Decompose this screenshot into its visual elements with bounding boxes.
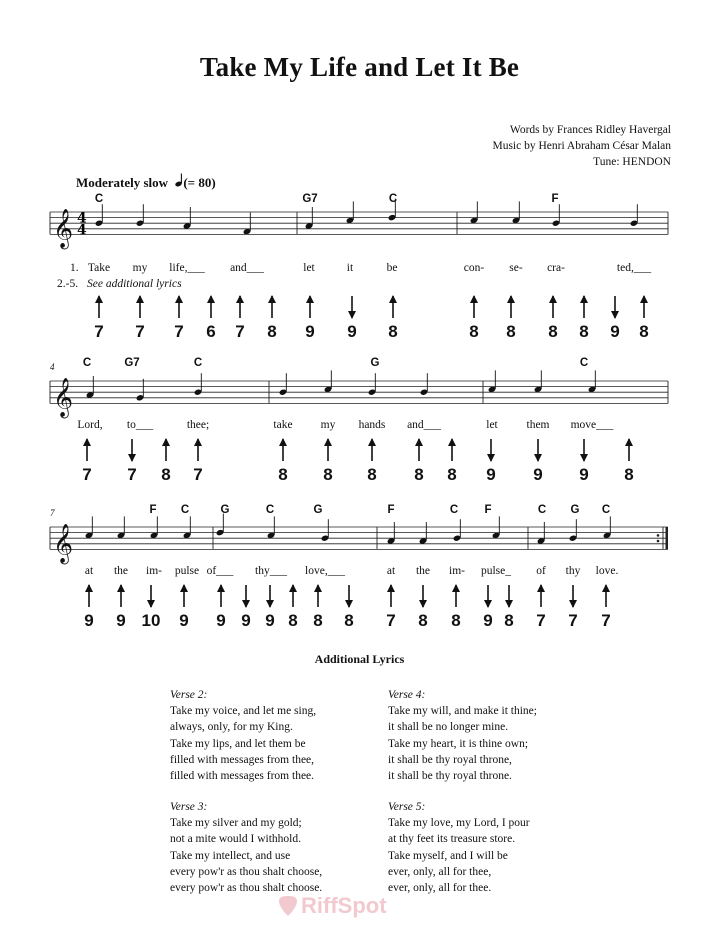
arrow-head-up <box>448 438 456 446</box>
verse-2 <box>170 687 316 784</box>
arrow-head-down <box>147 600 155 608</box>
lyric-syllable: cra- <box>547 262 565 274</box>
hole-number: 8 <box>267 322 277 341</box>
chord-symbol: G7 <box>124 357 140 369</box>
hole-number: 7 <box>601 611 611 630</box>
lyric-syllable: and___ <box>407 419 441 431</box>
hole-number: 8 <box>388 322 398 341</box>
chord-symbol: C <box>193 357 203 369</box>
arrow-head-up <box>470 295 478 303</box>
lyric-syllable: my <box>320 419 336 431</box>
hole-number: 7 <box>536 611 546 630</box>
hole-number: 9 <box>116 611 126 630</box>
hole-number: 10 <box>141 611 161 630</box>
hole-number: 9 <box>241 611 251 630</box>
hole-number: 8 <box>504 611 514 630</box>
arrow-head-up <box>180 584 188 592</box>
arrow-head-up <box>117 584 125 592</box>
lyric-syllable: con- <box>463 262 485 274</box>
chord-symbol: C <box>601 504 611 516</box>
chord-symbol: C <box>94 193 104 205</box>
arrow-head-down <box>487 454 495 462</box>
verse-line: Take myself, and I will be <box>388 849 508 862</box>
hole-number: 7 <box>127 465 137 484</box>
chord-symbol: C <box>449 504 459 516</box>
verse-line: filled with messages from thee. <box>170 770 315 783</box>
arrow-head-up <box>162 438 170 446</box>
lyric-syllable: thee; <box>186 419 210 431</box>
arrow-head-up <box>314 584 322 592</box>
hole-number: 7 <box>386 611 396 630</box>
arrow-head-up <box>289 584 297 592</box>
hole-number: 8 <box>579 322 589 341</box>
verse-line: Take my heart, it is thine own; <box>388 737 529 750</box>
chord-symbol: G7 <box>302 193 318 205</box>
lyric-syllable: them <box>526 419 550 431</box>
chord-symbol: G <box>570 504 580 516</box>
measure-number: 4 <box>50 362 55 372</box>
lyric-syllable: hands <box>358 419 386 431</box>
hole-number: 9 <box>305 322 315 341</box>
hole-number: 9 <box>216 611 226 630</box>
lyric-syllable: life,___ <box>169 262 205 274</box>
chord-symbol: F <box>149 504 157 516</box>
lyric-syllable: of <box>536 565 546 577</box>
page-title: Take My Life and Let It Be <box>199 52 520 82</box>
chord-symbol: G <box>370 357 380 369</box>
lyric-syllable: pulse_ <box>480 565 512 577</box>
hole-number: 8 <box>506 322 516 341</box>
verse-line: ever, only, all for thee. <box>388 882 492 895</box>
hole-number: 8 <box>469 322 479 341</box>
hole-number: 9 <box>179 611 189 630</box>
lyric-syllable: take <box>273 419 293 431</box>
arrow-head-down <box>611 311 619 319</box>
verse-line: filled with messages from thee, <box>170 753 315 766</box>
hole-number: 7 <box>235 322 245 341</box>
verse-line: Take my intellect, and use <box>170 849 291 862</box>
lyric-syllable: at <box>84 565 94 577</box>
verse-line: ever, only, all for thee, <box>388 865 492 878</box>
lyric-syllable: se- <box>509 262 523 274</box>
verse-line: Take my love, my Lord, I pour <box>388 817 530 830</box>
hole-number: 8 <box>414 465 424 484</box>
verse-line: every pow'r as thou shalt choose. <box>170 882 323 895</box>
arrow-head-up <box>83 438 91 446</box>
verse-line: every pow'r as thou shalt choose, <box>170 865 323 878</box>
lyric-syllable: be <box>386 262 398 274</box>
lyric-syllable: move___ <box>570 419 614 431</box>
lyric-syllable: im- <box>449 565 465 577</box>
verse-number: 1. <box>70 262 79 274</box>
arrow-head-down <box>580 454 588 462</box>
logo-text: RiffSpot <box>301 893 387 918</box>
hole-number: 9 <box>533 465 543 484</box>
arrow-head-up <box>175 295 183 303</box>
hole-number: 8 <box>161 465 171 484</box>
hole-number: 9 <box>84 611 94 630</box>
arrow-head-up <box>324 438 332 446</box>
treble-clef-icon: 𝄞 <box>53 208 74 249</box>
hole-number: 9 <box>265 611 275 630</box>
verse-line: it shall be thy royal throne. <box>388 770 512 783</box>
measure-number: 7 <box>50 508 55 518</box>
verse-line: at thy feet its treasure store. <box>388 833 516 846</box>
lyric-syllable: of___ <box>206 565 234 577</box>
hole-number: 9 <box>486 465 496 484</box>
lyric-syllable: at <box>386 565 396 577</box>
chord-symbol: C <box>537 504 547 516</box>
hole-number: 7 <box>174 322 184 341</box>
lyric-syllable: thy___ <box>255 565 287 577</box>
arrow-head-up <box>236 295 244 303</box>
chord-symbol: C <box>82 357 92 369</box>
hole-number: 9 <box>579 465 589 484</box>
verse-number: 2.-5. <box>57 278 79 290</box>
hole-number: 7 <box>193 465 203 484</box>
arrow-head-up <box>452 584 460 592</box>
credit-words: Words by Frances Ridley Havergal <box>509 124 671 136</box>
arrow-head-up <box>507 295 515 303</box>
lyric-syllable: my <box>132 262 148 274</box>
hole-number: 8 <box>447 465 457 484</box>
hole-number: 7 <box>82 465 92 484</box>
chord-symbol: F <box>551 193 559 205</box>
verse-label: Verse 5: <box>388 801 426 813</box>
lyric-syllable: it <box>346 262 354 274</box>
verse-line: always, only, for my King. <box>170 721 293 734</box>
arrow-head-up <box>389 295 397 303</box>
arrow-head-up <box>279 438 287 446</box>
arrow-head-up <box>640 295 648 303</box>
arrow-head-up <box>537 584 545 592</box>
arrow-head-up <box>306 295 314 303</box>
hole-number: 9 <box>483 611 493 630</box>
arrow-head-down <box>505 600 513 608</box>
arrow-head-down <box>484 600 492 608</box>
arrow-head-up <box>95 295 103 303</box>
hole-number: 7 <box>568 611 578 630</box>
arrow-head-down <box>419 600 427 608</box>
verse-line: Take my lips, and let them be <box>170 737 306 750</box>
hole-number: 7 <box>135 322 145 341</box>
chord-symbol: C <box>579 357 589 369</box>
lyric-syllable: Take <box>87 262 111 274</box>
lyric-syllable: let <box>486 419 498 431</box>
hole-number: 8 <box>418 611 428 630</box>
arrow-head-down <box>128 454 136 462</box>
verse-4 <box>388 687 537 784</box>
verse-line: Take my silver and my gold; <box>170 817 302 830</box>
lyric-syllable: the <box>415 565 431 577</box>
arrow-head-up <box>217 584 225 592</box>
hole-number: 8 <box>323 465 333 484</box>
lyric-syllable: the <box>113 565 129 577</box>
lyric-syllable: ted,___ <box>616 262 652 274</box>
credit-tune: Tune: HENDON <box>593 156 671 168</box>
chord-symbol: C <box>388 193 398 205</box>
chord-symbol: G <box>313 504 323 516</box>
hole-number: 6 <box>206 322 216 341</box>
chord-symbol: F <box>484 504 492 516</box>
lyric-syllable: love,___ <box>305 565 345 577</box>
lyric-syllable: love. <box>595 565 619 577</box>
hole-number: 8 <box>451 611 461 630</box>
arrow-head-up <box>368 438 376 446</box>
arrow-head-up <box>268 295 276 303</box>
hole-number: 8 <box>278 465 288 484</box>
lyric-syllable: to___ <box>126 419 154 431</box>
arrow-head-down <box>266 600 274 608</box>
chord-symbol: C <box>265 504 275 516</box>
verse-line: Take my will, and make it thine; <box>388 705 537 718</box>
verse-5 <box>388 799 530 896</box>
hole-number: 8 <box>548 322 558 341</box>
arrow-head-up <box>549 295 557 303</box>
hole-number: 8 <box>367 465 377 484</box>
arrow-head-up <box>387 584 395 592</box>
arrow-head-down <box>348 311 356 319</box>
arrow-head-up <box>602 584 610 592</box>
time-signature-top: 4 <box>77 210 87 227</box>
arrow-head-up <box>194 438 202 446</box>
treble-clef-icon: 𝄞 <box>53 377 74 418</box>
hole-number: 8 <box>288 611 298 630</box>
lyric-syllable: and___ <box>230 262 264 274</box>
riffspot-logo <box>278 893 387 919</box>
repeat-dot <box>657 540 660 543</box>
arrow-head-up <box>625 438 633 446</box>
verse-label: Verse 3: <box>170 801 208 813</box>
arrow-head-up <box>207 295 215 303</box>
verse-line: Take my voice, and let me sing, <box>170 705 317 718</box>
arrow-head-down <box>569 600 577 608</box>
credit-music: Music by Henri Abraham César Malan <box>492 140 671 152</box>
treble-clef-icon: 𝄞 <box>53 523 74 564</box>
guitar-pick-icon <box>278 895 298 917</box>
verse-line: it shall be thy royal throne, <box>388 753 512 766</box>
tempo-marking: Moderately slow (= 80) <box>76 175 216 190</box>
tempo-label: Moderately slow <box>76 175 169 190</box>
verse-label: Verse 2: <box>170 689 208 701</box>
arrow-head-up <box>136 295 144 303</box>
arrow-head-up <box>415 438 423 446</box>
arrow-head-up <box>85 584 93 592</box>
arrow-head-down <box>242 600 250 608</box>
verse-line: not a mite would I withhold. <box>170 833 301 846</box>
hole-number: 9 <box>610 322 620 341</box>
hole-number: 9 <box>347 322 357 341</box>
hole-number: 8 <box>344 611 354 630</box>
arrow-head-up <box>580 295 588 303</box>
arrow-head-down <box>345 600 353 608</box>
see-additional-lyrics-note: See additional lyrics <box>87 278 182 290</box>
lyric-syllable: thy <box>565 565 581 577</box>
arrow-head-down <box>534 454 542 462</box>
hole-number: 8 <box>624 465 634 484</box>
lyric-syllable: im- <box>146 565 162 577</box>
chord-symbol: C <box>180 504 190 516</box>
hole-number: 8 <box>639 322 649 341</box>
time-signature-bottom: 4 <box>77 222 87 239</box>
hole-number: 7 <box>94 322 104 341</box>
repeat-dot <box>657 534 660 537</box>
lyric-syllable: let <box>303 262 315 274</box>
additional-lyrics-heading: Additional Lyrics <box>314 652 405 666</box>
chord-symbol: G <box>220 504 230 516</box>
chord-symbol: F <box>387 504 395 516</box>
hole-number: 8 <box>313 611 323 630</box>
final-bar-line <box>666 527 669 549</box>
tempo-bpm: = 80 <box>187 175 212 190</box>
lyric-syllable: pulse <box>174 565 200 577</box>
verse-label: Verse 4: <box>388 689 426 701</box>
verse-line: it shall be no longer mine. <box>388 721 509 734</box>
lyric-syllable: Lord, <box>77 419 103 431</box>
verse-3 <box>170 799 322 896</box>
